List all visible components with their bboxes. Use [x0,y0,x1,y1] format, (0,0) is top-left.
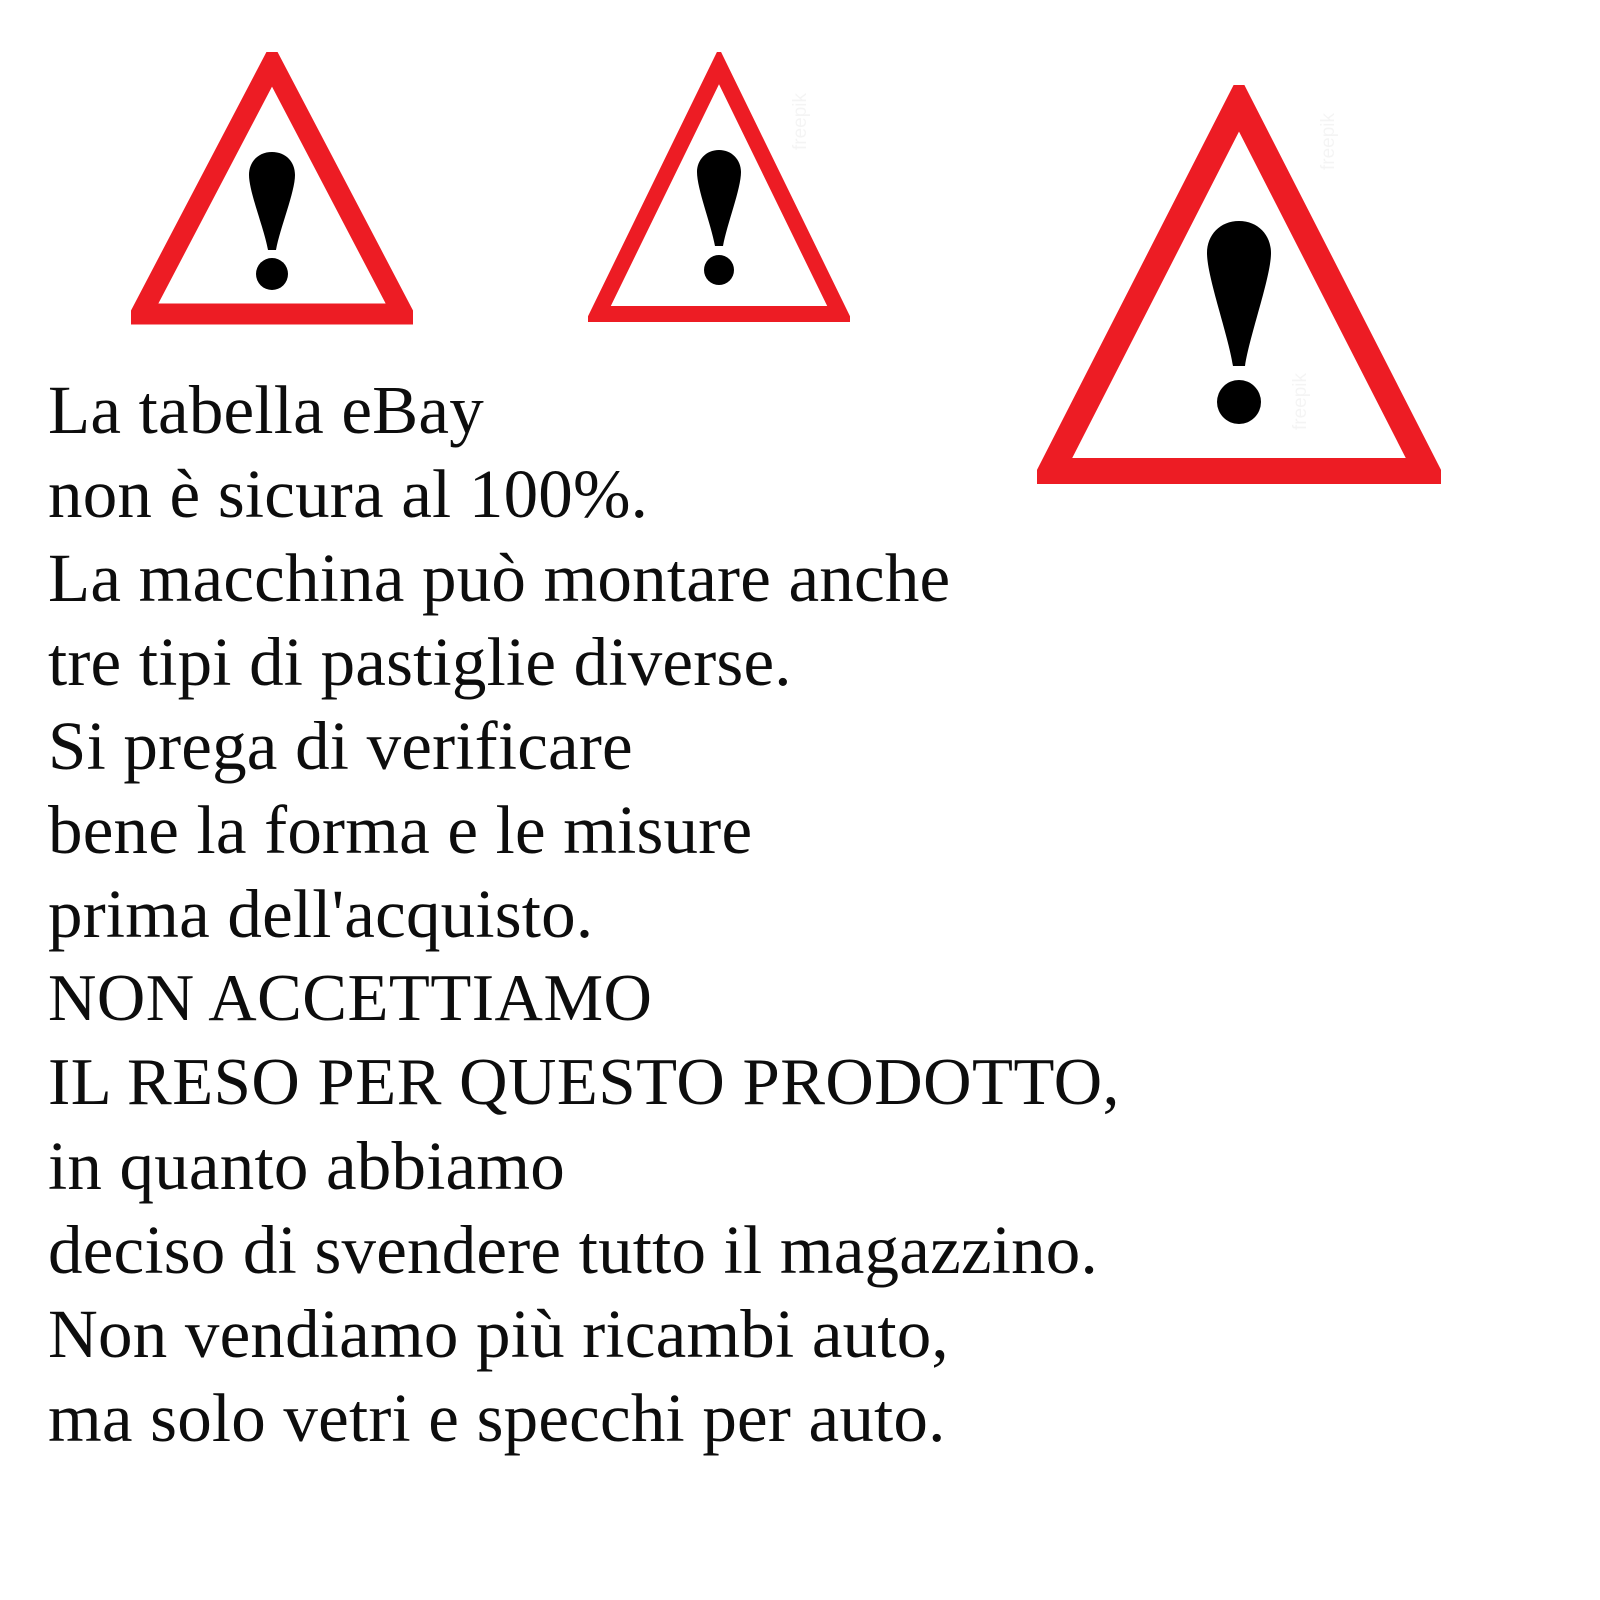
warning-triangle-icon [131,52,413,327]
notice-line: NON ACCETTIAMO [48,961,653,1035]
notice-line: ma solo vetri e specchi per auto. [48,1380,946,1456]
notice-line: Non vendiamo più ricambi auto, [48,1296,949,1372]
notice-line: Si prega di verificare [48,708,633,784]
notice-line: deciso di svendere tutto il magazzino. [48,1212,1098,1288]
notice-line: bene la forma e le misure [48,792,753,868]
notice-line: non è sicura al 100%. [48,456,649,532]
warning-triangle-icon [588,52,850,327]
notice-line: La tabella eBay [48,372,484,448]
notice-line: La macchina può montare anche [48,540,951,616]
notice-line: prima dell'acquisto. [48,876,594,952]
notice-line: in quanto abbiamo [48,1128,565,1204]
notice-line: IL RESO PER QUESTO PRODOTTO, [48,1045,1120,1119]
notice-line: tre tipi di pastiglie diverse. [48,624,792,700]
notice-text-block [48,368,1568,1460]
